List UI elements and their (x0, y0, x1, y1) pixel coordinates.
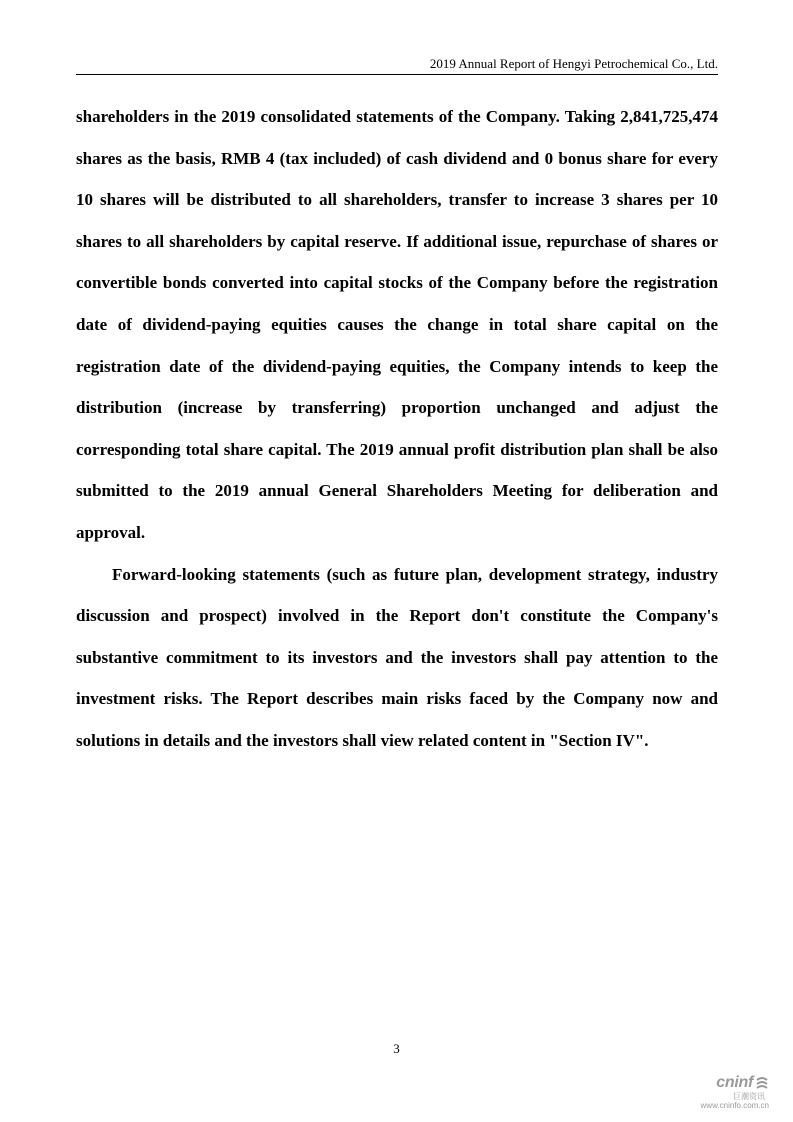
cninfo-watermark (689, 1074, 769, 1110)
page-number: 3 (393, 1041, 400, 1056)
paragraph-forward-looking: Forward-looking statements (such as future plan, development strategy, industry discussion and prospect) involved in the Report don't constitute the Company's substantive commitment to its investors and the investors shall pay attention to the investment risks. The Report describes main risks faced by the Company now and solutions in details and the investors shall view related content in "Section IV". (76, 564, 718, 750)
watermark-brand (689, 1074, 769, 1092)
header-title: 2019 Annual Report of Hengyi Petrochemical Co., Ltd. (429, 56, 718, 71)
cninfo-logo-icon (755, 1076, 769, 1090)
watermark-brand-text: cninf (716, 1074, 753, 1091)
paragraph-profit-distribution: shareholders in the 2019 consolidated statements of the Company. Taking 2,841,725,474 shares as the basis, RMB 4 (tax included) of cash dividend and 0 bonus share for every 10 shares will be distributed to all shareholders, transfer to increase 3 shares per 10 shares to all shareholders by capital reserve. If additional issue, repurchase of shares or convertible bonds converted into capital stocks of the Company before the registration date of dividend-paying equities causes the change in total share capital on the registration date of the dividend-paying equities, the Company intends to keep the distribution (increase by transferring) proportion unchanged and adjust the corresponding total share capital. The 2019 annual profit distribution plan shall be also submitted to the 2019 annual General Shareholders Meeting for deliberation and approval. (76, 107, 718, 542)
page-header (76, 56, 718, 75)
watermark-url: www.cninfo.com.cn (700, 1101, 769, 1110)
body-text (76, 96, 718, 762)
watermark-subtitle: 巨潮资讯 (733, 1092, 765, 1101)
